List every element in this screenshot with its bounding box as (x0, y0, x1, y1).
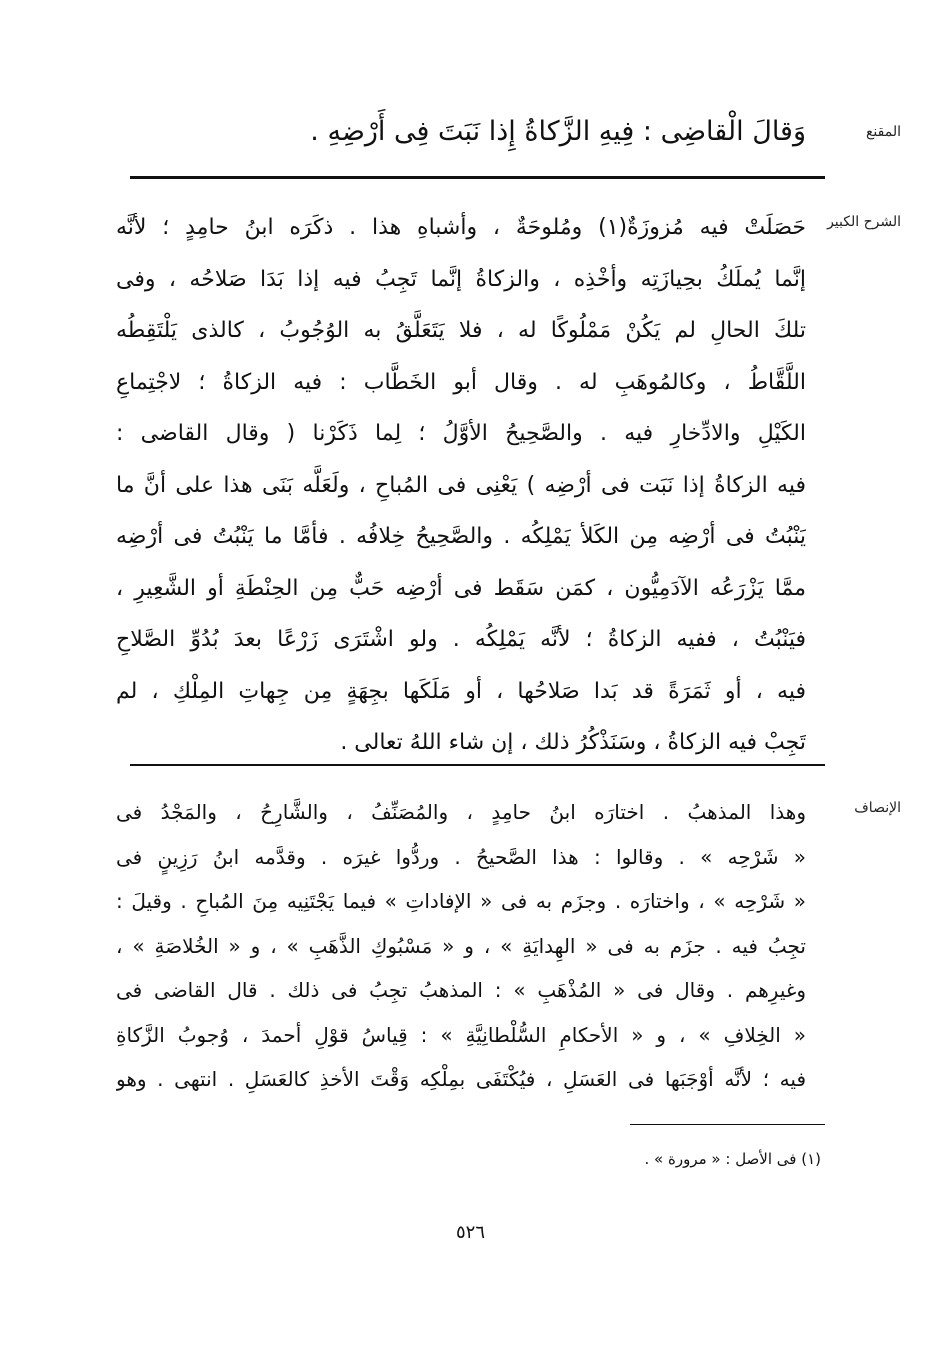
muqni-text-block (116, 108, 806, 156)
sharh-line: يَنْبُتُ فى أرْضِه مِن الكَلأ يَمْلِكُه . والصَّحِيحُ خِلافُه . فأمَّا ما يَنْبُتُ فى أرْضِه (116, 524, 806, 549)
insaf-line: فيه ؛ لأنَّه أوْجَبَها فى العَسَلِ ، فيُكْتَفَى بمِلْكِه وَقْتَ الأخذِ كالعَسَلِ . انتهى . وهو (116, 1067, 806, 1091)
section-label-insaf: الإنصاف (854, 800, 901, 816)
sharh-line: إنَّما يُملَكُ بحِيازَتِه وأخْذِه ، والزكاةُ إنَّما تَجِبُ فيه إذا بَدَا صَلاحُه ، وفى (116, 266, 806, 292)
section-label-muqni: المقنع (865, 124, 901, 140)
sharh-line: تلكَ الحالِ لم يَكُنْ مَمْلُوكًا له ، فلا يَتَعَلَّقُ به الوُجُوبُ ، كالذى يَلْتَقِطُه (116, 318, 806, 343)
sharh-line: فيَنْبُتُ ، ففيه الزكاةُ ؛ لأنَّه يَمْلِكُه . ولو اشْتَرَى زَرْعًا بعدَ بُدُوِّ الصَّلاحِ (116, 627, 806, 652)
insaf-line: وغيرِهم . وقال فى « المُذْهَبِ » : المذهبُ تجِبُ فى ذلك . قال القاضى فى (116, 978, 806, 1002)
sharh-line: ممَّا يَزْرَعُه الآدَمِيُّون ، كمَن سَقَط فى أرْضِه حَبٌّ مِن الحِنْطَةِ أو الشَّعِيرِ ، (116, 575, 806, 601)
muqni-text: وَقالَ الْقاضِى : فِيهِ الزَّكاةُ إِذا نَبَتَ فِى أَرْضِهِ . (310, 116, 806, 147)
sharh-line: اللَّقَّاطُ ، وكالمُوهَبِ له . وقال أبو الخَطَّاب : فيه الزكاةُ ؛ لاجْتِماعِ (116, 369, 806, 395)
insaf-line: « شَرْحِه » . وقالوا : هذا الصَّحيحُ . وردُّوا غيرَه . وقدَّمه ابنُ رَزِينٍ فى (116, 844, 806, 869)
thick-divider (130, 176, 825, 179)
thin-divider (130, 764, 825, 766)
insaf-line: وهذا المذهبُ . اختارَه ابنُ حامِدٍ ، والمُصَنِّفُ ، والشَّارِحُ ، والمَجْدُ فى (116, 800, 806, 824)
section-label-sharh: الشرح الكبير (827, 214, 901, 230)
sharh-line: حَصَلَتْ فيه مُزوزَةٌ(١) ومُلوحَةٌ ، وأشباهِ هذا . ذكَرَه ابنُ حامِدٍ ؛ لأنَّه (116, 215, 806, 240)
sharh-text-block (116, 202, 806, 769)
sharh-line: تَجِبْ فيه الزكاةُ ، وسَنَذْكُرُ ذلك ، إن شاء اللهُ تعالى . (340, 730, 806, 755)
page-number: ٥٢٦ (455, 1222, 485, 1243)
insaf-text-block (116, 790, 806, 1102)
footnote: (١) فى الأصل : « مرورة » . (644, 1150, 821, 1168)
footnote-divider (630, 1124, 825, 1125)
sharh-line: فيه الزكاةُ إذا نَبَت فى أرْضِه ) يَعْنِى فى المُباحِ ، ولَعَلَّه بَنَى هذا على أنَّ ما (116, 472, 806, 498)
insaf-line: « شَرْحِه » ، واختارَه . وجزَم به فى « الإفاداتِ » فيما يَجْتَنِيه مِنَ المُباحِ . وقيلَ : (116, 889, 806, 913)
sharh-line: فيه ، أو ثَمَرَةً قد بَدا صَلاحُها ، أو مَلَكَها بجِهَةٍ مِن جِهاتِ المِلْكِ ، لم (116, 678, 806, 704)
insaf-line: تجِبُ فيه . جزَم به فى « الهِدايَةِ » ، و « مَسْبُوكِ الذَّهَبِ » ، و « الخُلاصَةِ » ، (116, 933, 806, 958)
sharh-line: الكَيْلِ والادِّخارِ فيه . والصَّحِيحُ الأوَّلُ ؛ لِما ذَكَرْنا ( وقال القاضى : (116, 421, 806, 446)
insaf-line: « الخِلافِ » ، و « الأحكامِ السُّلْطانِيَّةِ » : قِياسُ قوْلِ أحمدَ ، وُجوبُ الزَّكاةِ (116, 1022, 806, 1047)
